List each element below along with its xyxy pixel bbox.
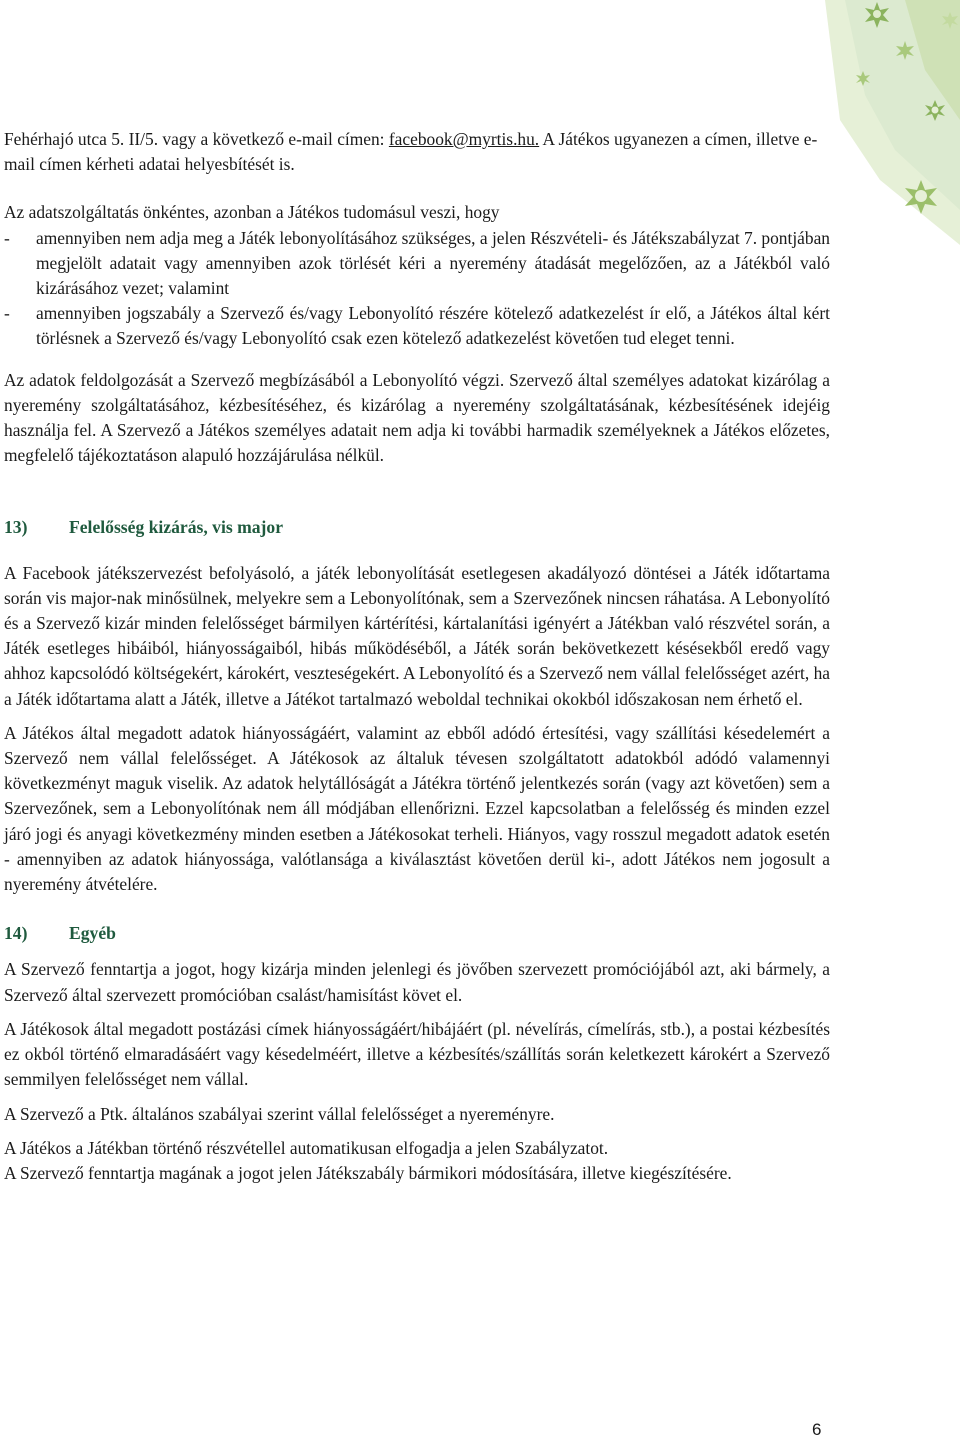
intro-text: Fehérhajó utca 5. II/5. vagy a következő e-mail címen:	[4, 129, 389, 149]
section-14-heading	[4, 921, 830, 946]
voluntary-lead: Az adatszolgáltatás önkéntes, azonban a Játékos tudomásul veszi, hogy	[4, 202, 500, 223]
section-14-paragraph-4: A Játékos a Játékban történő részvétellel automatikusan elfogadja a jelen Szabályzatot.	[4, 1137, 609, 1158]
document-body	[4, 127, 830, 1186]
intro-text-suffix: A Játékos ugyanezen a címen, illetve e-mail címen kérheti adatai helyesbítését is.	[4, 129, 818, 175]
bullet-marker: -	[4, 227, 10, 248]
bullet-text: amennyiben nem adja meg a Játék lebonyolításához szükséges, a jelen Részvételi- és Játékszabályzat 7. pontjában megjelölt adatait vagy amennyiben azok törlését kéri a nyeremény átadását megelőzően, az a Játékból való kizárásához vezet; valamint	[36, 227, 830, 299]
section-14-paragraph-2: A Játékosok által megadott postázási címek hiányosságáért/hibájáért (pl. névelírás, címelírás, stb.), a postai kézbesítés ez okból történő elmaradásáért vagy késedelméért, illetve a kézbesítés/szállítás során keletkezett károkért a Szervező semmilyen felelősséget nem vállal.	[4, 1018, 830, 1090]
section-13-paragraph-1: A Facebook játékszervezést befolyásoló, a játék lebonyolítását esetlegesen akadályozó döntései a Játék időtartama során vis major-nak minősülnek, melyekre sem a Lebonyolítónak, sem a Szervezőnek nincsen ráhatása. A Lebonyolító és a Szervező kizár minden felelősséget bármilyen kártérítési, kártalanítási igényért a Játékban való részvétel során, a Játék esetleges hibáiból, hiányosságaiból, hibás működéséből, a Játék során bekövetkezett késésekből eredő vagy ahhoz kapcsolódó költségekért, károkért, veszteségekért. A Lebonyolító és a Szervező nem vállal felelősséget azért, ha a Játék időtartama alatt a Játék, illetve a Játékot tartalmazó weboldal technikai okokból időszakosan nem érhető el.	[4, 562, 830, 709]
list-item	[4, 301, 830, 351]
email-link[interactable]: facebook@myrtis.hu.	[388, 129, 540, 149]
intro-paragraph	[4, 127, 830, 177]
processing-paragraph: Az adatok feldolgozását a Szervező megbízásából a Lebonyolító végzi. Szervező által személyes adatokat kizárólag a nyeremény szolgáltatásához, kézbesítéséhez, és kizárólag a nyeremény szolgáltatásának, kézbesítésének idejéig használja fel. A Szervező a Játékos személyes adatait nem adja ki további harmadik személyeknek a Játékos előzetes, megfelelő tájékoztatáson alapuló hozzájárulása nélkül.	[4, 369, 830, 466]
section-14-paragraph-5: A Szervező fenntartja magának a jogot jelen Játékszabály bármikori módosítására, illetve kiegészítésére.	[4, 1162, 732, 1183]
section-14-paragraph-3: A Szervező a Ptk. általános szabályai szerint vállal felelősséget a nyereményre.	[4, 1103, 555, 1124]
section-14-paragraph-1: A Szervező fenntartja a jogot, hogy kizárja minden jelenlegi és jövőben szervezett promóciójából azt, aki bármely, a Szervező által szervezett promócióban csalást/hamisítást követ el.	[4, 959, 830, 1005]
section-title: Felelősség kizárás, vis major	[69, 517, 284, 538]
section-number: 14)	[4, 923, 28, 944]
bullet-marker: -	[4, 303, 10, 324]
section-number: 13)	[4, 517, 28, 538]
list-item	[4, 226, 830, 302]
section-title: Egyéb	[69, 923, 116, 944]
section-13-paragraph-2: A Játékos által megadott adatok hiányosságáért, valamint az ebből adódó értesítési, vagy szállítási késedelemért a Szervező nem vállal felelősséget. A Játékosok az általuk tévesen szolgáltatott adatokból adódó valamennyi következményt maguk viselik. Az adatok helytállóságát a Játékra történő jelentkezés során (vagy azt követően) sem a Szervezőnek, sem a Lebonyolítónak nem áll módjában ellenőrizni. Ezzel kapcsolatban a felelősség és minden ezzel járó jogi és anyagi következmény minden esetben a Játékosokat terheli. Hiányos, vagy rosszul megadott adatok esetén - amennyiben az adatok hiányossága, valótlansága a kiválasztást követően derül ki-, adott Játékos nem jogosult a nyeremény átvételére.	[4, 722, 830, 895]
bullet-text: amennyiben jogszabály a Szervező és/vagy Lebonyolító részére kötelező adatkezelést ír elő, a Játékos által kért törlésnek a Szervező és/vagy Lebonyolító csak ezen kötelező adatkezelést követően tud eleget tenni.	[36, 303, 830, 349]
section-13-heading	[4, 515, 830, 540]
page-number: 6	[812, 1420, 822, 1439]
